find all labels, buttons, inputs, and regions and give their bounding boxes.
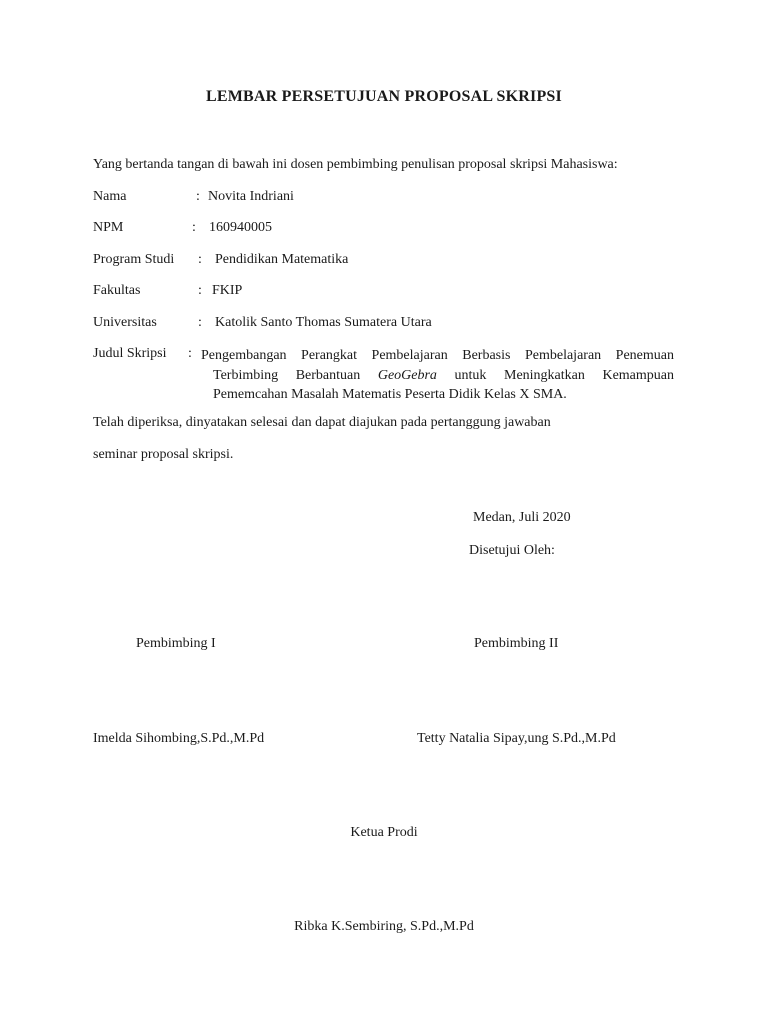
supervisor-2-name: Tetty Natalia Sipay,ung S.Pd.,M.Pd <box>417 731 616 746</box>
thesis-title-line-2 <box>201 366 674 386</box>
field-colon-judul: : <box>188 346 192 361</box>
approval-statement-line-2: seminar proposal skripsi. <box>93 447 234 462</box>
field-value-fakultas: FKIP <box>212 283 243 298</box>
field-label-prodi: Program Studi <box>93 252 175 267</box>
thesis-title <box>201 346 674 405</box>
place-date: Medan, Juli 2020 <box>473 510 571 525</box>
thesis-title-line-2-pre: Terbimbing Berbantuan <box>213 367 378 383</box>
head-of-program-name: Ribka K.Sembiring, S.Pd.,M.Pd <box>294 919 474 934</box>
intro-text: Yang bertanda tangan di bawah ini dosen pembimbing penulisan proposal skripsi Mahasiswa: <box>93 157 618 172</box>
supervisor-1-name: Imelda Sihombing,S.Pd.,M.Pd <box>93 731 265 746</box>
field-colon-npm: : <box>192 220 196 235</box>
field-label-npm: NPM <box>93 220 124 235</box>
thesis-title-line-2-post: untuk Meningkatkan Kemampuan <box>436 367 674 383</box>
thesis-title-line-3: Pememcahan Masalah Matematis Peserta Didik Kelas X SMA. <box>213 387 567 402</box>
document-title: LEMBAR PERSETUJUAN PROPOSAL SKRIPSI <box>206 88 562 105</box>
thesis-title-line-1: Pengembangan Perangkat Pembelajaran Berbasis Pembelajaran Penemuan <box>201 348 674 363</box>
field-colon-prodi: : <box>198 252 202 267</box>
field-label-judul: Judul Skripsi <box>93 346 167 361</box>
field-label-fakultas: Fakultas <box>93 283 141 298</box>
field-value-prodi: Pendidikan Matematika <box>215 252 349 267</box>
field-label-universitas: Universitas <box>93 315 157 330</box>
head-of-program-role: Ketua Prodi <box>350 825 418 840</box>
supervisor-2-role: Pembimbing II <box>474 636 559 651</box>
field-colon-nama: : <box>196 189 200 204</box>
geogebra-term: GeoGebra <box>377 367 437 383</box>
field-value-npm: 160940005 <box>209 220 272 235</box>
approval-statement-line-1: Telah diperiksa, dinyatakan selesai dan dapat diajukan pada pertanggung jawaban <box>93 415 551 430</box>
field-value-universitas: Katolik Santo Thomas Sumatera Utara <box>215 315 432 330</box>
field-colon-universitas: : <box>198 315 202 330</box>
approved-by-label: Disetujui Oleh: <box>469 543 555 558</box>
supervisor-1-role: Pembimbing I <box>136 636 216 651</box>
field-label-nama: Nama <box>93 189 127 204</box>
field-value-nama: Novita Indriani <box>208 189 294 204</box>
field-colon-fakultas: : <box>198 283 202 298</box>
